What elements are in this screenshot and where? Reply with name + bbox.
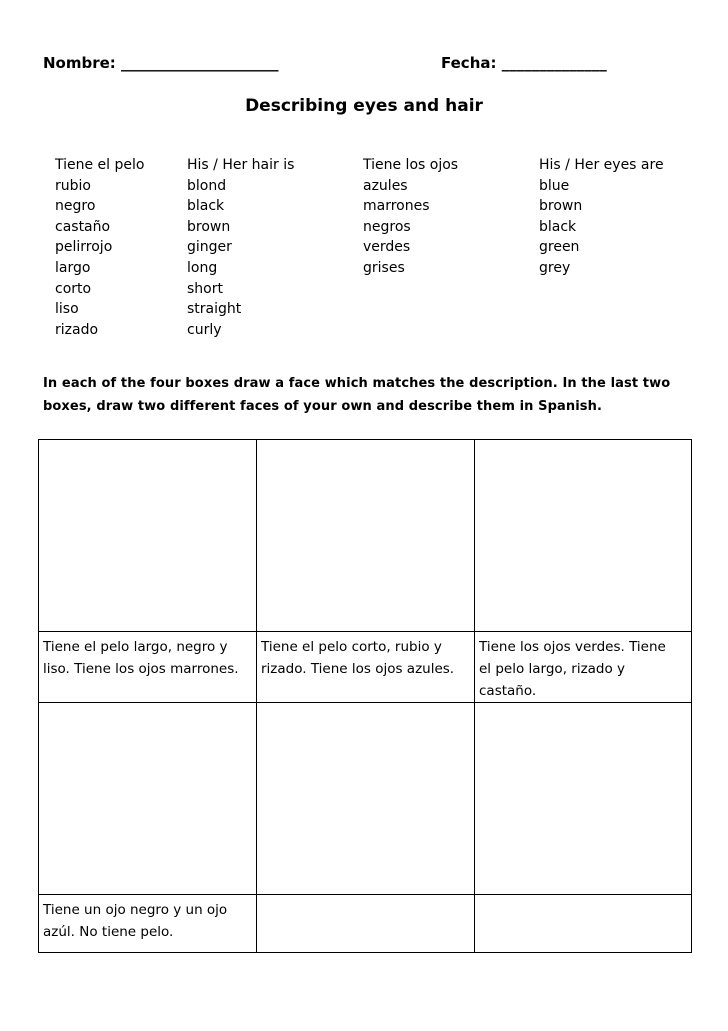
vocab-item: liso — [55, 301, 79, 318]
description-box — [39, 895, 257, 953]
vocab-item: castaño — [55, 218, 111, 235]
description-line: castaño. — [479, 683, 537, 699]
vocab-item: corto — [55, 280, 92, 297]
drawing-grid — [38, 439, 692, 953]
drawing-box[interactable] — [475, 703, 692, 895]
vocab-item: black — [187, 198, 225, 215]
vocab-item: grises — [363, 259, 405, 276]
drawing-box[interactable] — [475, 440, 692, 632]
vocab-item: blond — [187, 177, 227, 194]
description-line: Tiene un ojo negro y un ojo — [43, 902, 228, 918]
instructions-line: boxes, draw two different faces of your own and describe them in Spanish. — [43, 399, 603, 414]
vocab-item: grey — [539, 259, 571, 276]
vocab-heading: His / Her eyes are — [539, 157, 664, 173]
instructions-line: In each of the four boxes draw a face which matches the description. In the last two — [43, 376, 671, 391]
vocab-item: straight — [187, 301, 242, 318]
vocab-heading: His / Her hair is — [187, 157, 295, 173]
description-line: rizado. Tiene los ojos azules. — [261, 661, 455, 677]
description-line: Tiene el pelo largo, negro y — [43, 639, 228, 655]
vocab-item: negros — [363, 218, 411, 235]
vocab-eyes-spanish-column — [363, 155, 458, 279]
vocab-item: green — [539, 239, 580, 256]
description-box-blank[interactable] — [257, 895, 475, 953]
vocab-item: marrones — [363, 198, 430, 215]
description-line: el pelo largo, rizado y — [479, 661, 626, 677]
vocab-item: verdes — [363, 239, 411, 256]
vocab-hair-english-column — [187, 155, 294, 340]
vocab-heading: Tiene el pelo — [55, 157, 145, 173]
vocab-item: rubio — [55, 177, 91, 194]
instructions — [43, 372, 683, 418]
vocab-item: largo — [55, 259, 91, 276]
vocab-eyes-english-column — [539, 155, 664, 279]
vocab-item: black — [539, 218, 577, 235]
description-box — [39, 632, 257, 703]
description-box — [475, 632, 692, 703]
drawing-box[interactable] — [257, 440, 475, 632]
description-box — [257, 632, 475, 703]
description-line: azúl. No tiene pelo. — [43, 924, 174, 940]
vocab-item: blue — [539, 177, 570, 194]
vocab-item: short — [187, 280, 223, 297]
drawing-box[interactable] — [39, 703, 257, 895]
vocab-heading: Tiene los ojos — [363, 157, 459, 173]
vocab-item: long — [187, 259, 218, 276]
drawing-box[interactable] — [39, 440, 257, 632]
vocab-item: brown — [539, 198, 583, 215]
description-line: liso. Tiene los ojos marrones. — [43, 661, 239, 677]
page-title: Describing eyes and hair — [245, 96, 483, 116]
description-line: Tiene los ojos verdes. Tiene — [479, 639, 666, 655]
drawing-box[interactable] — [257, 703, 475, 895]
vocab-item: rizado — [55, 321, 99, 338]
vocab-item: pelirrojo — [55, 239, 113, 256]
vocab-hair-spanish-column — [55, 155, 144, 340]
description-line: Tiene el pelo corto, rubio y — [261, 639, 442, 655]
vocab-item: ginger — [187, 239, 232, 256]
name-field-label: Nombre: _____________________ — [43, 54, 279, 72]
vocab-item: brown — [187, 218, 231, 235]
vocab-item: curly — [187, 321, 222, 338]
vocab-item: azules — [363, 177, 408, 194]
vocab-item: negro — [55, 198, 96, 215]
description-box-blank[interactable] — [475, 895, 692, 953]
date-field-label: Fecha: ______________ — [441, 54, 607, 72]
